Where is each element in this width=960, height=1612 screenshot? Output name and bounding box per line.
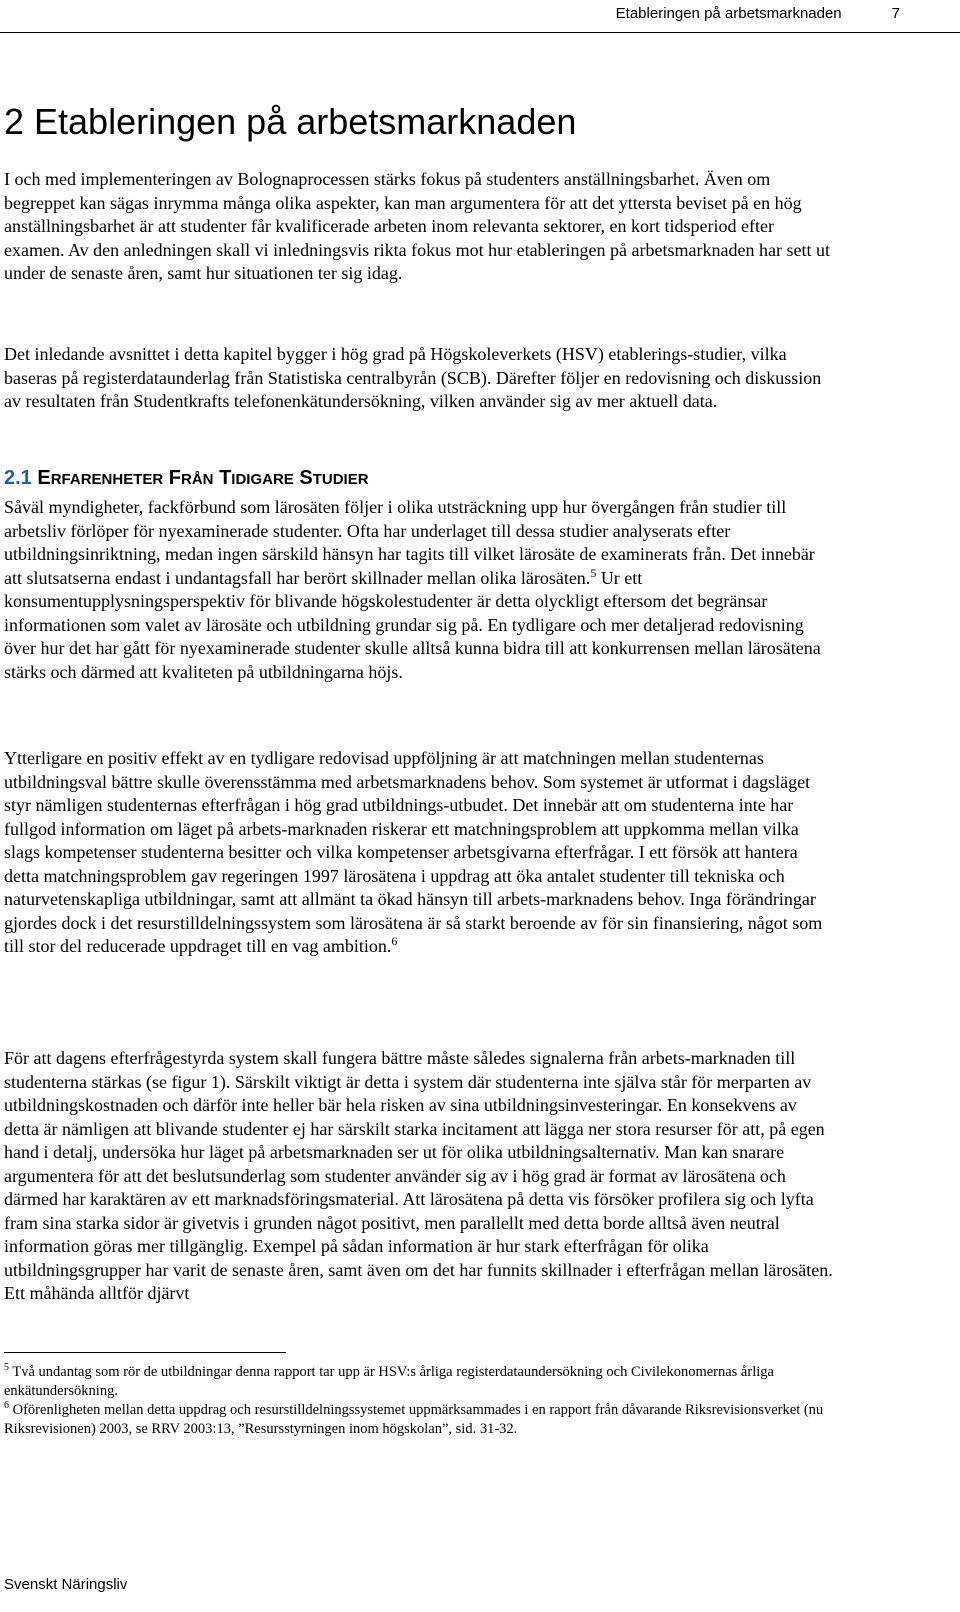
chapter-title: 2 Etableringen på arbetsmarknaden (4, 101, 577, 142)
paragraph-text: Ytterligare en positiv effekt av en tydligare redovisad uppföljning är att matchningen mellan studenternas utbildningsval bättre skulle överensstämma med arbetsmarknadens behov. Som systemet är utformat i dagsläget styr nämligen studenternas efterfrågan i hög grad utbildnings-utbudet. Det innebär att om studenterna inte har fullgod information om läget på arbets-marknaden riskerar ett matchningsproblem att uppkomma mellan vilka slags kompetenser studenterna besitter och vilka kompetenser arbetsgivarna efterfrågar. I ett försök att hantera detta matchningsproblem gav regeringen 1997 lärosätena i uppdrag att öka antalet studenter till tekniska och naturvetenskapliga utbildningar, samt att allmänt ta ökad hänsyn till arbets-marknadens behov. Inga förändringar gjordes dock i det resurstilldelningssystem som lärosätena är så starkt beroende av för sin finansiering, något som till stor del reducerade uppdraget till en vag ambition.$^6$ (4, 748, 823, 956)
section-heading (4, 464, 369, 494)
running-header (616, 0, 900, 32)
page-number: 7 (891, 5, 900, 22)
footnote-6: $^6$ Oförenligheten mellan detta uppdrag och resurstilldelningssystemet uppmärksammades i en rapport från dåvarande Riksrevisionsverket (nu Riksrevisionen) 2003, se RRV 2003:13, ”Resursstyrningen inom högskolan”, sid. 31-32. (4, 1400, 824, 1437)
header-rule (0, 32, 960, 33)
paragraph-text: För att dagens efterfrågestyrda system skall fungera bättre måste således signalerna från arbets-marknaden till studenterna stärkas (se figur 1). Särskilt viktigt är detta i system där studenterna inte själva står för merparten av utbildningskostnaden och därför inte heller bär hela risken av sina utbildningsinvesteringar. En konsekvens av detta är nämligen att blivande studenter ej har särskilt starka incitament att lägga ner stora resurser för att, på egen hand i detalj, undersöka hur läget på arbetsmarknaden ser ut för olika utbildningsalternativ. Man kan snarare argumentera för att det beslutsunderlag som studenter använder sig av i hög grad är format av lärosätena och därmed har karaktären av ett marknadsföringsmaterial. Att lärosätena på detta vis försöker profilera sig och lyfta fram sina starka sidor är givetvis i grunden något positivt, men parallellt med detta borde alltså även neutral information göras mer tillgänglig. Exempel på sådan information är hur stark efterfrågan för olika utbildningsgrupper har varit de senaste åren, samt även om det har funnits skillnader i efterfrågan mellan lärosäten. Ett måhända alltför djärvt (4, 1048, 833, 1303)
footnote-rule (4, 1352, 286, 1353)
section-title: ERFARENHETER FRÅN TIDIGARE STUDIER (37, 467, 369, 489)
footnote-5: $^5$ Två undantag som rör de utbildningar denna rapport tar upp är HSV:s årliga registerdataundersökning och Civilekonomernas årliga enkätundersökning. (4, 1362, 774, 1399)
intro-paragraph-1 (4, 168, 834, 286)
footnote-ref-5[interactable]: 5 (590, 565, 597, 580)
intro-paragraph-2 (4, 343, 834, 414)
section-paragraph-2 (4, 747, 834, 959)
section-paragraph-1 (4, 496, 834, 684)
footnote-ref-6[interactable]: 6 (391, 934, 398, 948)
section-paragraph-3 (4, 1047, 834, 1306)
paragraph-text: I och med implementeringen av Bolognaprocessen stärks fokus på studenters anställningsbarhet. Även om begreppet kan sägas inrymma många olika aspekter, kan man argumentera för att det yttersta beviset på en hög anställningsbarhet är att studenter får kvalificerade arbeten inom relevanta sektorer, en kort tidsperiod efter examen. Av den anledningen skall vi inledningsvis rikta fokus mot hur etableringen på arbetsmarknaden har sett ut under de senaste åren, samt hur situationen ter sig idag. (4, 169, 830, 283)
paragraph-text: Såväl myndigheter, fackförbund som lärosäten följer i olika utsträckning upp hur övergången från studier till arbetsliv förlöper för nyexaminerade studenter. Ofta har underlaget till dessa studier analyserats efter utbildningsinriktning, medan ingen särskild hänsyn har tagits till vilket lärosäte de examinerats från. Det innebär att slutsatserna endast i undantagsfall har berört skillnader mellan olika lärosäten.$^5$ Ur ett konsumentupplysningsperspektiv för blivande högskolestudenter är detta olyckligt eftersom det begränsar informationen som valet av lärosäte och utbildning grundar sig på. En tydligare och mer detaljerad redovisning över hur det har gått för nyexaminerade studenter skulle alltså kunna bidra till att konkurrensen mellan lärosätena stärks och därmed att kvaliteten på utbildningarna höjs. (4, 497, 821, 682)
page-footer: Svenskt Näringsliv (4, 1576, 128, 1593)
section-number: 2.1 (4, 467, 32, 489)
footnotes (4, 1363, 844, 1439)
running-header-title: Etableringen på arbetsmarknaden (615, 5, 842, 22)
paragraph-text: Det inledande avsnittet i detta kapitel bygger i hög grad på Högskoleverkets (HSV) etablerings-studier, vilka baseras på registerdataunderlag från Statistiska centralbyrån (SCB). Därefter följer en redovisning och diskussion av resultaten från Studentkrafts telefonenkätundersökning, vilken använder sig av mer aktuell data. (4, 344, 822, 411)
